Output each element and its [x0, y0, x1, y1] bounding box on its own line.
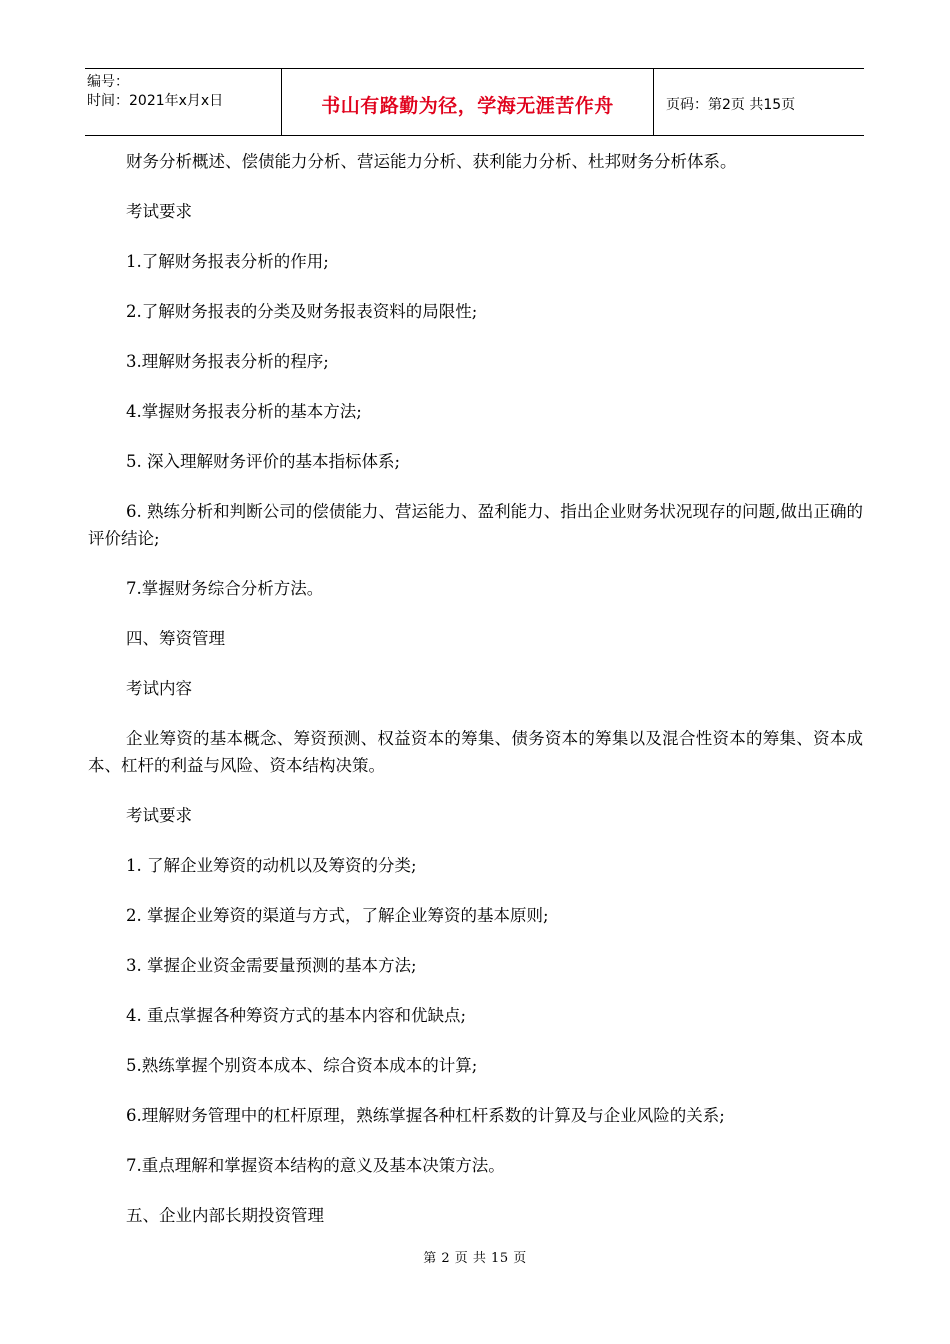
list-item: 7.重点理解和掌握资本结构的意义及基本决策方法。 [126, 1156, 505, 1175]
list-item: 2.了解财务报表的分类及财务报表资料的局限性; [126, 302, 478, 321]
header-motto-cell [282, 69, 654, 135]
section-subheading: 考试内容 [126, 679, 192, 698]
section-subheading: 考试要求 [126, 806, 192, 825]
header-page-code: 页码：第2页 共15页 [666, 97, 796, 113]
list-item: 1.了解财务报表分析的作用; [126, 252, 329, 271]
section-subheading: 考试要求 [126, 202, 192, 221]
header-motto: 书山有路勤为径，学海无涯苦作舟 [321, 95, 614, 117]
list-item: 4. 重点掌握各种筹资方式的基本内容和优缺点; [126, 1006, 467, 1025]
list-item: 7.掌握财务综合分析方法。 [126, 579, 324, 598]
list-item: 2. 掌握企业筹资的渠道与方式，了解企业筹资的基本原则; [126, 906, 549, 925]
list-item: 6.理解财务管理中的杠杆原理，熟练掌握各种杠杆系数的计算及与企业风险的关系; [126, 1106, 725, 1125]
list-item: 3.理解财务报表分析的程序; [126, 352, 329, 371]
page-footer: 第 2 页 共 15 页 [423, 1251, 527, 1266]
list-item: 5. 深入理解财务评价的基本指标体系; [126, 452, 401, 471]
page-header [85, 68, 864, 136]
list-item: 4.掌握财务报表分析的基本方法; [126, 402, 362, 421]
list-item: 1. 了解企业筹资的动机以及筹资的分类; [126, 856, 417, 875]
list-item: 3. 掌握企业资金需要量预测的基本方法; [126, 956, 417, 975]
header-page-cell [654, 69, 864, 135]
list-item: 5.熟练掌握个别资本成本、综合资本成本的计算; [126, 1056, 478, 1075]
document-body [88, 148, 863, 1229]
section-heading: 五、企业内部长期投资管理 [126, 1206, 324, 1225]
section-heading: 四、筹资管理 [126, 629, 225, 648]
paragraph: 企业筹资的基本概念、筹资预测、权益资本的筹集、债务资本的筹集以及混合性资本的筹集、资本成本、杠杆的利益与风险、资本结构决策。 [88, 729, 863, 775]
list-item: 6. 熟练分析和判断公司的偿债能力、营运能力、盈利能力、指出企业财务状况现存的问题,做出正确的评价结论; [88, 502, 863, 548]
header-meta-cell [85, 69, 282, 135]
document-date-label: 时间：2021年x月x日 [87, 93, 224, 109]
document-number-label: 编号： [87, 74, 129, 90]
paragraph: 财务分析概述、偿债能力分析、营运能力分析、获利能力分析、杜邦财务分析体系。 [126, 152, 737, 171]
